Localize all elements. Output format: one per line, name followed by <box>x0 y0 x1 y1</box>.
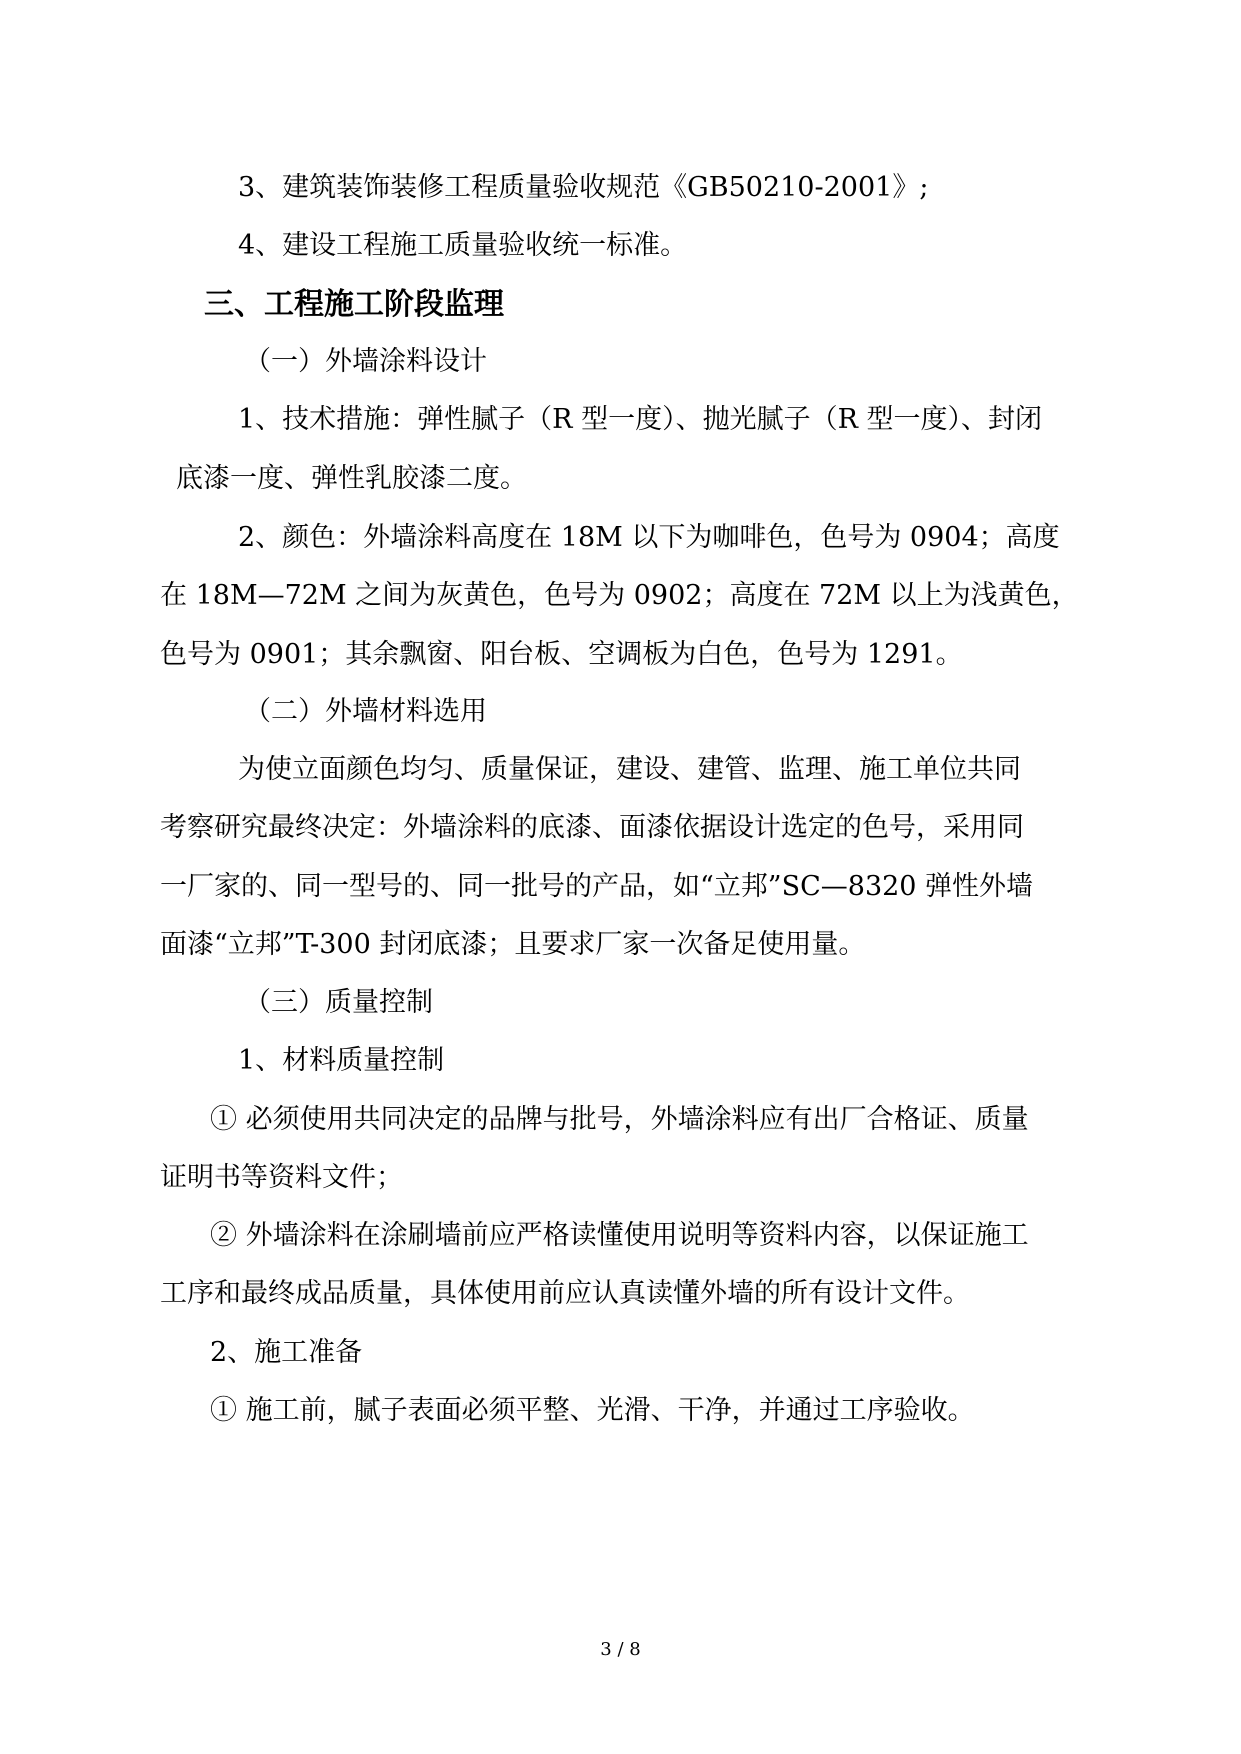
reference-item-4: 4、建设工程施工质量验收统一标准。 <box>238 230 688 261</box>
list-heading-2: 2、施工准备 <box>210 1337 363 1368</box>
paragraph-line: ① 施工前，腻子表面必须平整、光滑、干净，并通过工序验收。 <box>210 1395 975 1426</box>
paragraph-line: 考察研究最终决定：外墙涂料的底漆、面漆依据设计选定的色号，采用同 <box>160 812 1024 843</box>
paragraph-line: 在 18M—72M 之间为灰黄色，色号为 0902；高度在 72M 以上为浅黄色， <box>160 580 1079 611</box>
paragraph-line: ① 必须使用共同决定的品牌与批号，外墙涂料应有出厂合格证、质量 <box>210 1104 1029 1135</box>
reference-item-3: 3、建筑装饰装修工程质量验收规范《GB50210-2001》; <box>238 172 929 203</box>
subsection-heading-1: （一）外墙涂料设计 <box>244 346 487 377</box>
subsection-heading-3: （三）质量控制 <box>244 987 433 1018</box>
paragraph-line: ② 外墙涂料在涂刷墙前应严格读懂使用说明等资料内容，以保证施工 <box>210 1220 1029 1251</box>
paragraph-line: 1、技术措施：弹性腻子（R 型一度）、抛光腻子（R 型一度）、封闭 <box>238 404 1043 435</box>
page-number: 3 / 8 <box>600 1639 641 1660</box>
paragraph-line: 色号为 0901；其余飘窗、阳台板、空调板为白色，色号为 1291。 <box>160 639 963 670</box>
paragraph-line: 2、颜色：外墙涂料高度在 18M 以下为咖啡色，色号为 0904；高度 <box>238 522 1060 553</box>
list-heading-1: 1、材料质量控制 <box>238 1045 445 1076</box>
paragraph-line: 为使立面颜色均匀、质量保证，建设、建管、监理、施工单位共同 <box>238 754 1021 785</box>
paragraph-line: 工序和最终成品质量，具体使用前应认真读懂外墙的所有设计文件。 <box>160 1278 970 1309</box>
subsection-heading-2: （二）外墙材料选用 <box>244 696 487 727</box>
paragraph-line: 底漆一度、弹性乳胶漆二度。 <box>176 463 527 494</box>
paragraph-line: 一厂家的、同一型号的、同一批号的产品，如“立邦”SC—8320 弹性外墙 <box>160 871 1034 902</box>
section-heading: 三、工程施工阶段监理 <box>204 287 504 322</box>
paragraph-line: 面漆“立邦”T-300 封闭底漆；且要求厂家一次备足使用量。 <box>160 929 866 960</box>
paragraph-line: 证明书等资料文件； <box>160 1162 403 1193</box>
